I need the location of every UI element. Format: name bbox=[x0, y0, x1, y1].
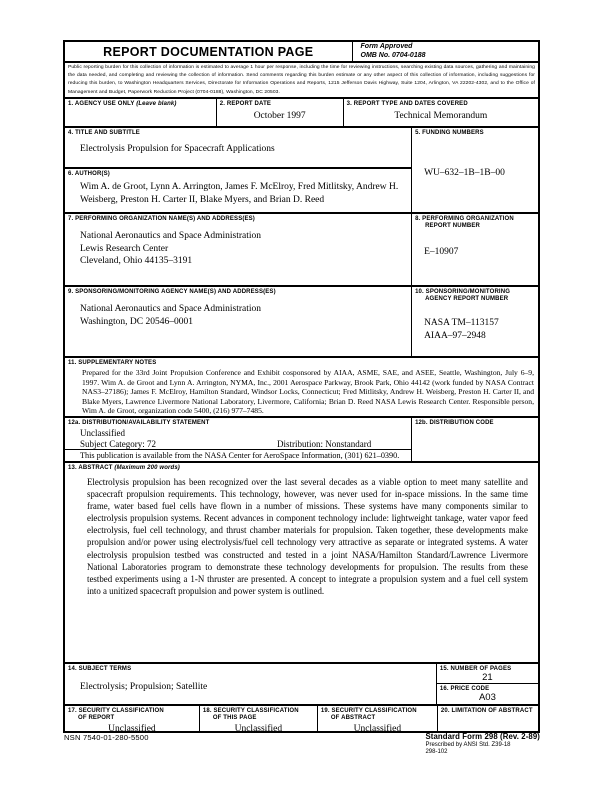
field15-label: 15. NUMBER OF PAGES bbox=[439, 666, 512, 672]
field4-label: 4. TITLE AND SUBTITLE bbox=[68, 130, 140, 136]
sponsoring-agency-address bbox=[65, 296, 411, 328]
row-12 bbox=[65, 416, 538, 461]
security-abstract-value: Unclassified bbox=[353, 724, 402, 734]
sponsoring-agency-line: National Aeronautics and Space Administration bbox=[80, 304, 261, 314]
field19-label: 19. SECURITY CLASSIFICATION bbox=[320, 708, 417, 714]
performing-org-line: Cleveland, Ohio 44135–3191 bbox=[80, 256, 193, 266]
field19-label2: OF ABSTRACT bbox=[330, 715, 376, 721]
field-security-abstract bbox=[317, 706, 437, 734]
subject-terms-value: Electrolysis; Propulsion; Satellite bbox=[80, 682, 208, 692]
field14-label: 14. SUBJECT TERMS bbox=[68, 666, 132, 672]
distribution-classification: Unclassified bbox=[80, 428, 125, 438]
authors-value: Wim A. de Groot, Lynn A. Arrington, James F. McElroy, Fred Mitlitsky, Andrew H. Weisberg, Preston H. Carter II, Blake Myers, and Brian D. Reed bbox=[80, 182, 399, 205]
report-date-value: October 1997 bbox=[253, 111, 306, 121]
field-price-code bbox=[437, 684, 538, 704]
nsn-number: NSN 7540-01-280-5500 bbox=[64, 733, 149, 742]
title-authors-column bbox=[65, 128, 412, 212]
performing-org-line: National Aeronautics and Space Administration bbox=[80, 231, 261, 241]
field20-label: 20. LIMITATION OF ABSTRACT bbox=[440, 708, 533, 714]
field11-label: 11. SUPPLEMENTARY NOTES bbox=[68, 360, 157, 366]
row-4-5-6 bbox=[65, 126, 538, 212]
field-funding-numbers bbox=[412, 128, 538, 212]
abstract-text: Electrolysis propulsion has been recognized over the last several decades as a viable option to meet many satellite and spacecraft propulsion requirements. This technology, however, was never used for in-space missions. In the same time frame, water based fuel cells have flown in a number of missions. These systems have many components similar to electrolysis propulsion systems. Recent advances in component technology include: lightweight tankage, water vapor feed electrolysis, fuel cell technology, and thrust chamber materials for propulsion. Taken together, these developments make propulsion and/or power using electrolysis/fuel cell technology very attractive as separate or integrated systems. A water electrolysis propulsion testbed was constructed and tested in a joint NASA/Hamilton Standard/Lawrence Livermore National Laboratories program to demonstrate these technology developments for propulsion. The results from these testbed experiments using a 1-N thruster are presented. A concept to integrate a propulsion system and a fuel cell system into a unitized spacecraft propulsion and power system is outlined. bbox=[87, 477, 528, 596]
field-report-date bbox=[216, 99, 343, 126]
supplementary-notes-text: Prepared for the 33rd Joint Propulsion Conference and Exhibit cosponsored by AIAA, ASME, SAE, and ASEE, Seattle, Washington, July 6–9, 1997. Wim A. de Groot and Lynn A. Arrington, NYMA, Inc., 2001 Aerospace Parkway, Brook Park, Ohio 44142 (work funded by NASA Contract NAS3–27186); James F. McElroy, Hamilton Standard, Windsor Locks, Connecticut; Fred Mitlitsky, Andrew H. Weisberg, Preston H. Carter II, and Blake Myers, Lawrence Livermore National Laboratory, Livermore, California; Brian D. Reed NASA Lewis Research Center. Responsible person, Wim A. de Groot, organization code 5400, (216) 977–7485. bbox=[82, 368, 534, 416]
field12a-label: 12a. DISTRIBUTION/AVAILABILITY STATEMENT bbox=[68, 420, 210, 426]
row-9-10 bbox=[65, 285, 538, 356]
form-header bbox=[65, 42, 538, 61]
funding-number-value: WU–632–1B–1B–00 bbox=[424, 168, 505, 178]
sponsoring-agency-line: Washington, DC 20546–0001 bbox=[80, 316, 193, 327]
field-performing-org bbox=[65, 214, 412, 285]
field-report-type bbox=[343, 99, 538, 126]
form-approved-text: Form Approved bbox=[360, 43, 413, 50]
sf298-form bbox=[63, 40, 540, 733]
form-code: 298-102 bbox=[425, 749, 448, 755]
field17-label2: OF REPORT bbox=[78, 715, 115, 721]
field-distribution-code bbox=[412, 418, 538, 461]
field6-label: 6. AUTHOR(S) bbox=[68, 171, 110, 177]
form-title: REPORT DOCUMENTATION PAGE bbox=[103, 44, 314, 59]
field18-label2: OF THIS PAGE bbox=[212, 715, 257, 721]
performing-org-address bbox=[65, 223, 411, 268]
subject-category: Subject Category: 72 bbox=[80, 438, 156, 449]
row-1-2-3 bbox=[65, 97, 538, 126]
field-security-page bbox=[199, 706, 317, 734]
sponsoring-report-number-line: AIAA–97–2948 bbox=[424, 331, 486, 341]
field-agency-use-only bbox=[65, 99, 216, 126]
field13-label: 13. ABSTRACT bbox=[68, 465, 113, 471]
burden-statement-text: Public reporting burden for this collection of information is estimated to average 1 hour per response, including the time for reviewing instructions, searching existing data sources, gathering and maintaining the data needed, and completing and reviewing the collection of information. Send comments regarding this burden estimate or any other aspect of this collection of information, including suggestions for reducing this burden, to Washington Headquarters Services, Directorate for Information Operations and Reports, 1215 Jefferson Davis Highway, Suite 1204, Arlington, VA 22202-4302, and to the Office of Management and Budget, Paperwork Reduction Project (0704-0188), Washington, DC 20503. bbox=[68, 65, 535, 95]
row-17-20 bbox=[65, 704, 538, 734]
sponsoring-report-numbers bbox=[412, 303, 538, 343]
field-sponsoring-report-number bbox=[412, 287, 538, 356]
field-title-subtitle bbox=[65, 128, 411, 169]
pages-price-column bbox=[437, 664, 538, 704]
row-7-8 bbox=[65, 212, 538, 285]
omb-number: OMB No. 0704-0188 bbox=[360, 51, 426, 59]
field-sponsoring-agency bbox=[65, 287, 412, 356]
field-performing-report-number bbox=[412, 214, 538, 285]
omb-box bbox=[352, 42, 538, 61]
row-14-15-16 bbox=[65, 662, 538, 704]
form-reference bbox=[425, 732, 540, 756]
field-security-report bbox=[65, 706, 199, 734]
field18-label: 18. SECURITY CLASSIFICATION bbox=[202, 708, 299, 714]
performing-report-number-value: E–10907 bbox=[424, 247, 459, 257]
standard-form-ref: Standard Form 298 (Rev. 2-89) bbox=[425, 732, 540, 741]
security-report-value: Unclassified bbox=[108, 724, 156, 734]
field-number-of-pages bbox=[437, 664, 538, 684]
field17-label: 17. SECURITY CLASSIFICATION bbox=[68, 708, 164, 714]
prescribed-by: Prescribed by ANSI Std. Z39-18 bbox=[425, 742, 511, 748]
field-subject-terms bbox=[65, 664, 437, 704]
field1-hint: (Leave blank) bbox=[136, 101, 177, 107]
distribution-type: Distribution: Nonstandard bbox=[277, 438, 372, 449]
availability-note: This publication is available from the NASA Center for AeroSpace Information, (301) 621–0390. bbox=[65, 449, 411, 461]
security-page-value: Unclassified bbox=[234, 724, 283, 734]
field2-label: 2. REPORT DATE bbox=[219, 101, 272, 107]
sponsoring-report-number-line: NASA TM–113157 bbox=[424, 318, 499, 328]
field9-label: 9. SPONSORING/MONITORING AGENCY NAME(S) AND ADDRESS(ES) bbox=[68, 289, 276, 295]
field-limitation-of-abstract bbox=[437, 706, 538, 731]
field13-hint: (Maximum 200 words) bbox=[114, 465, 180, 471]
performing-org-line: Lewis Research Center bbox=[80, 243, 169, 254]
burden-statement-box bbox=[65, 61, 538, 97]
title-value: Electrolysis Propulsion for Spacecraft Applications bbox=[80, 144, 275, 154]
field12b-label: 12b. DISTRIBUTION CODE bbox=[415, 420, 494, 426]
field-authors bbox=[65, 169, 411, 214]
field8-label: 8. PERFORMING ORGANIZATION REPORT NUMBER bbox=[415, 216, 514, 229]
field1-label: 1. AGENCY USE ONLY bbox=[68, 101, 135, 107]
price-code-value: A03 bbox=[478, 692, 496, 704]
field-abstract bbox=[65, 461, 538, 662]
field16-label: 16. PRICE CODE bbox=[439, 686, 490, 693]
distribution-values bbox=[65, 427, 411, 449]
number-of-pages-value: 21 bbox=[482, 672, 493, 683]
field3-label: 3. REPORT TYPE AND DATES COVERED bbox=[346, 101, 468, 107]
field-distribution-availability bbox=[65, 418, 412, 461]
report-type-value: Technical Memorandum bbox=[394, 111, 488, 121]
field5-label: 5. FUNDING NUMBERS bbox=[415, 130, 484, 136]
field7-label: 7. PERFORMING ORGANIZATION NAME(S) AND ADDRESS(ES) bbox=[68, 216, 255, 222]
field-supplementary-notes bbox=[65, 356, 538, 416]
field10-label: 10. SPONSORING/MONITORING AGENCY REPORT NUMBER bbox=[415, 289, 511, 302]
